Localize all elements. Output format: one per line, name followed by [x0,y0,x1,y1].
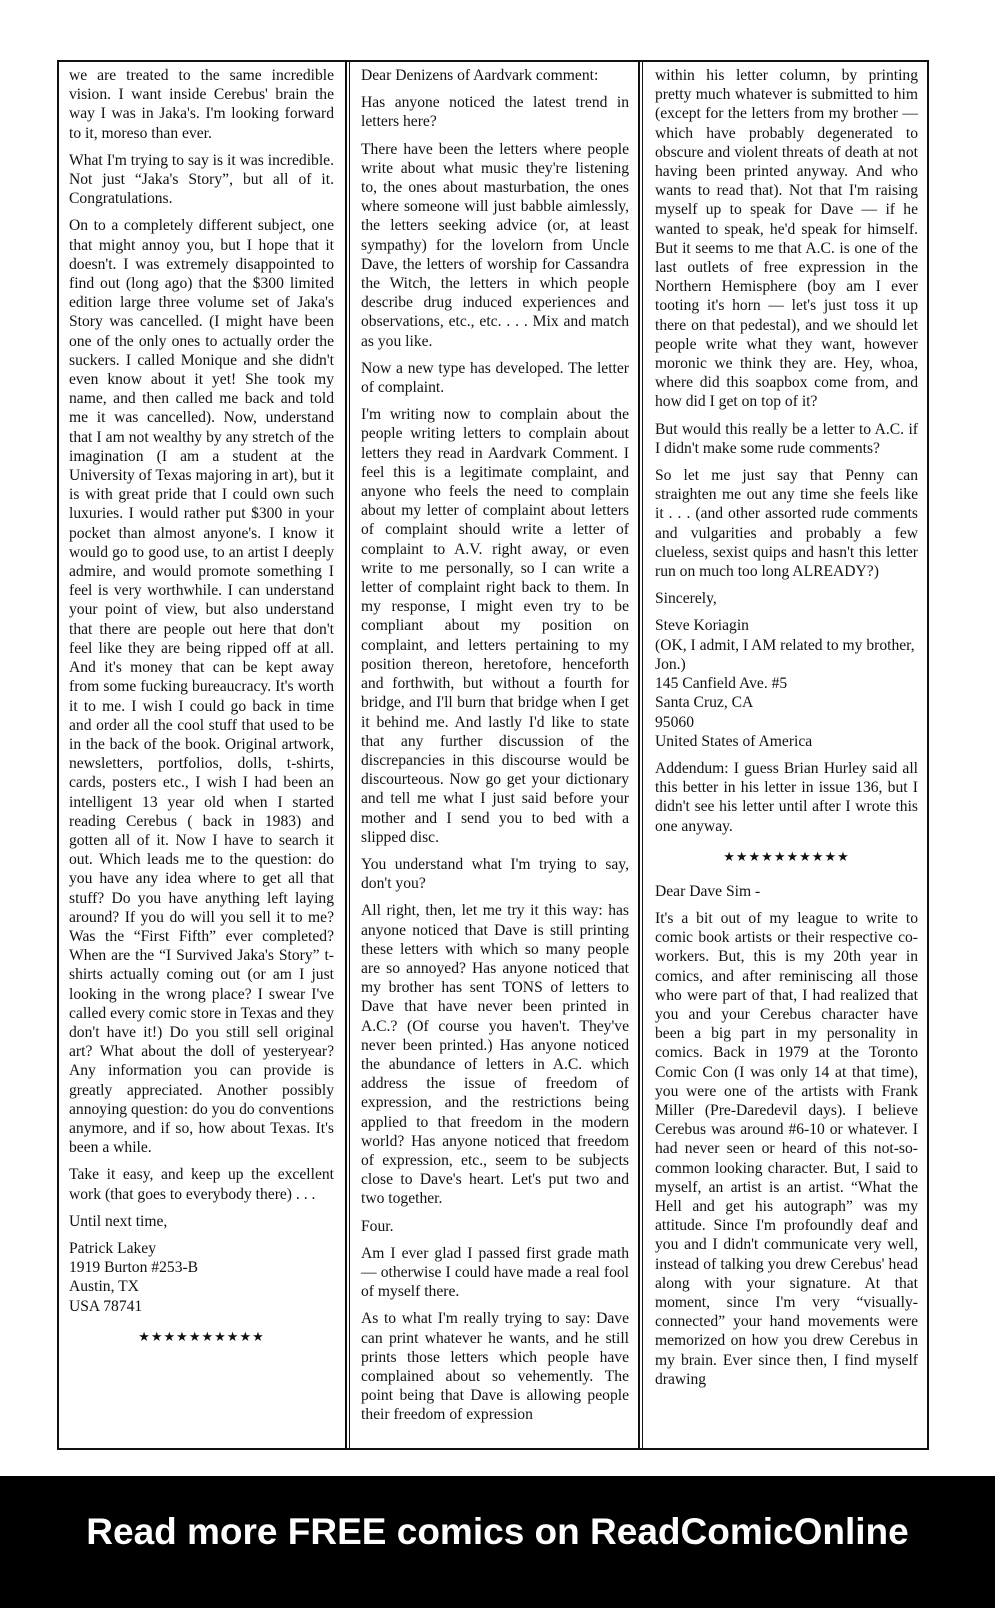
address-line: (OK, I admit, I AM related to my brother, Jon.) [655,636,915,673]
address-line: United States of America [655,732,813,750]
paragraph: As to what I'm really trying to say: Dave can print whatever he wants, and he still prints those letters which people have complained about so vehemently. The point being that Dave is allowing people their freedom of expression [361,1310,629,1424]
letter-column-2 [351,62,638,1448]
signature-block [69,1239,334,1316]
addendum: Addendum: I guess Brian Hurley said all this better in his letter in issue 136, but I didn't see his letter until after I wrote this one anyway. [655,759,918,835]
star-divider: ★★★★★★★★★★ [723,849,850,865]
signature-block [655,616,918,750]
paragraph: All right, then, let me try it this way: has anyone noticed that Dave is still printing these letters with which so many people are so annoyed? Has anyone noticed that my brother has sent TONS of letters to Dave that have never been printed in A.C.? (Of course you haven't. They've never been printed.) Has anyone noticed the abundance of letters in A.C. which address the issue of freedom of expression, and the restrictions being applied to that freedom in the modern world? Has anyone noticed that freedom of expression, etc., seem to be subjects close to Dave's heart. Let's put two and two together. [361,902,629,1208]
letter-column-3 [645,62,927,1448]
column-divider [349,60,350,1450]
paragraph: Am I ever glad I passed first grade math — otherwise I could have made a real fool of myself there. [361,1244,629,1301]
paragraph: Has anyone noticed the latest trend in letters here? [361,94,629,131]
paragraph: Take it easy, and keep up the excellent work (that goes to everybody there) . . . [69,1166,334,1203]
star-divider: ★★★★★★★★★★ [138,1329,265,1345]
paragraph: What I'm trying to say is it was incredible. Not just “Jaka's Story”, but all of it. Congratulations. [69,151,334,208]
column-divider [345,60,347,1450]
paragraph: On to a completely different subject, one that might annoy you, but I hope that it doesn't. I was extremely disappointed to find out (long ago) that the $300 limited edition large three volume set of Jaka's Story was cancelled. (I might have been one of the only ones to actually order the suckers. I called Monique and she didn't even know about it yet! She took my name, and then called me back and told me it was cancelled). Now, understand that I am not wealthy by any stretch of the imagination (I am a student at the University of Texas majoring in art), but it is with great pride that I could own such luxuries. I would rather put $300 in your pocket than almost anyone's. I know it would go to good use, to an artist I deeply admire, and would promote something I feel is very worthwhile. I can understand your point of view, but also understand that there are people out here that don't feel like they are being ripped off at all. And it's money that can be kept away from some fucking bureaucracy. It's worth it to me. I wish I could go back in time and order all the cool stuff that used to be in the back of the book. Original artwork, newsletters, portfolios, dolls, t-shirts, cards, posters etc., I wish I had been an intelligent 13 year old when I started reading Cerebus ( back in 1983) and gotten all of it. Now I have to search it out. Which leads me to the question: do you have any idea where to get all that stuff? Do you have anything left laying around? If you do will you sell it to me? Was the “First Fifth” ever completed? When are the “I Survived Jaka's Story” t-shirts actually coming out (or am I just looking in the wrong place? I swear I've called every comic store in Texas and they don't have it!) Do you still sell original art? What about the doll of yesteryear? Any information you can provide is greatly appreciated. Another possibly annoying question: do you do conventions anymore, and if so, how about Texas. It's been a while. [69,217,334,1157]
address-line: 145 Canfield Ave. #5 [655,675,788,693]
closing: Until next time, [69,1212,168,1230]
address-line: Austin, TX [69,1278,139,1296]
footer-text: Read more FREE comics on ReadComicOnline [86,1511,909,1552]
address-line: 1919 Burton #253-B [69,1259,199,1277]
salutation: Dear Dave Sim - [655,882,761,900]
signature-name: Patrick Lakey [69,1239,157,1257]
paragraph: Four. [361,1217,394,1235]
paragraph: But would this really be a letter to A.C. if I didn't make some rude comments? [655,420,918,457]
footer-banner [0,1476,995,1608]
column-divider [642,60,643,1450]
paragraph: I'm writing now to complain about the people writing letters to complain about letters they read in Aardvark Comment. I feel this is a legitimate complaint, and anyone who feels the need to complain about my letter of complaint about letters of complaint should write a letter of complaint to A.V. right away, or even write to me personally, so I can write a letter of complaint right back to them. In my response, I might even try to be compliant about my position on complaint, and letters pertaining to my position thereon, heretofore, henceforth and forthwith, but without a fourth for bridge, and I'll burn that bridge when I get it behind me. And lastly I'd like to state that any further discussion of the discrepancies in this discourse would be discourteous. Now go get your dictionary and tell me what I just said before your mother and I send you to bed with a slipped disc. [361,406,629,846]
paragraph: There have been the letters where people write about what music they're listening to, the ones about masturbation, the ones where someone will just babble aimlessly, the letters seeking advice (or, at least sympathy) for the lovelorn from Uncle Dave, the letters of worship for Cassandra the Witch, the letters in which people describe drug induced experiences and observations, etc., etc. . . . Mix and match as you like. [361,140,629,350]
letter-column-1 [59,62,343,1448]
paragraph: Now a new type has developed. The letter of complaint. [361,359,629,397]
salutation: Dear Denizens of Aardvark comment: [361,67,599,84]
paragraph: It's a bit out of my league to write to comic book artists or their respective co-workers. But, this is my 20th year in comics, and after reminiscing all those who were part of that, I had realized that you and your Cerebus character have been a big part in my personality in comics. Back in 1979 at the Toronto Comic Con (I was only 14 at that time), you were one of the artists with Frank Miller (Pre-Daredevil days). I believe Cerebus was around #6-10 or whatever. I had never seen or heard of this not-so-common looking character. But, I said to myself, an artist is an artist. “What the Hell and get his autograph” was my attitude. Since I'm profoundly deaf and you and I didn't communicate very well, instead of talking you drew Cerebus' head along with your signature. At that moment, since I'm very “visually-connected” your hand movements were memorized on how you drew Cerebus in my brain. Ever since then, I find myself drawing [655,909,918,1388]
paragraph: So let me just say that Penny can straighten me out any time she feels like it . . . (and other assorted rude comments and vulgarities and probably a few clueless, sexist quips and hasn't this letter run on much too long ALREADY?) [655,467,918,581]
paragraph: You understand what I'm trying to say, don't you? [361,855,629,893]
address-line: 95060 [655,713,694,731]
column-divider [638,60,640,1450]
paragraph: within his letter column, by printing pretty much whatever is submitted to him (except for the letters from my brother — which have probably degenerated to obscure and violent threats of death at not having been printed anyway. And who wants to read that). Not that I'm raising myself up to speak for Dave — if he wanted to speak, he'd speak for himself. But it seems to me that A.C. is one of the last outlets of free expression in the Northern Hemisphere (boy am I ever tooting it's horn — let's just toss it up there on that pedestal), and we should let people write what they want, however moronic we think they are. Hey, whoa, where did this soapbox come from, and how did I get on top of it? [655,67,918,411]
signature-name: Steve Koriagin [655,617,749,635]
closing: Sincerely, [655,590,717,608]
paragraph: we are treated to the same incredible vision. I want inside Cerebus' brain the way I was in Jaka's. I'm looking forward to it, moreso than ever. [69,67,334,142]
address-line: USA 78741 [69,1297,143,1315]
address-line: Santa Cruz, CA [655,694,754,712]
